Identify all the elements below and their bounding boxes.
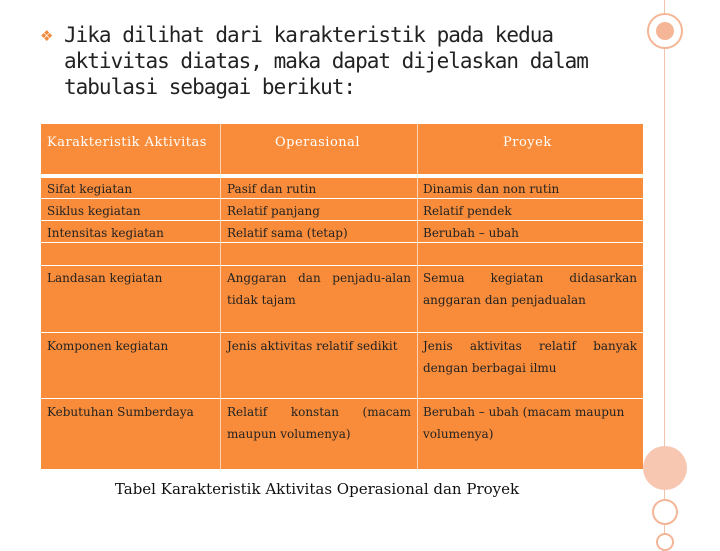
table-cell: Relatif sama (tetap) [227,226,348,240]
bullet-icon: ❖ [40,27,54,45]
row-rule [41,332,643,333]
intro-bullet [40,22,600,100]
table-cell: Berubah – ubah [423,226,519,240]
table-cell: Jenis aktivitas relatif sedikit [227,339,398,353]
decor-circle-filled [656,22,674,40]
table-cell: Relatif pendek [423,204,512,218]
decor-circle-large [643,446,687,490]
table-cell: Sifat kegiatan [47,182,133,196]
header-operasional: Operasional [275,135,361,150]
characteristics-table [41,124,643,469]
table-cell: Relatif konstan (macam maupun volumenya) [227,405,411,441]
header-proyek: Proyek [503,135,552,150]
table-cell: Anggaran dan penjadu-alan tidak tajam [227,271,411,307]
decor-circle-small [652,499,678,525]
table-cell: Intensitas kegiatan [47,226,164,240]
header-karakteristik: Karakteristik Aktivitas [47,135,207,150]
row-rule [41,398,643,399]
table-cell: Komponen kegiatan [47,339,169,353]
row-rule [41,265,643,266]
table-cell: Dinamis dan non rutin [423,182,560,196]
table-cell: Semua kegiatan didasarkan anggaran dan penjadualan [423,271,637,307]
table-cell: Siklus kegiatan [47,204,141,218]
table-cell: Jenis aktivitas relatif banyak dengan berbagai ilmu [423,339,637,375]
table-cell: Berubah – ubah (macam maupun volumenya) [423,405,625,441]
table-cell: Kebutuhan Sumberdaya [47,405,194,419]
intro-text: Jika dilihat dari karakteristik pada kedua aktivitas diatas, maka dapat dijelaskan dalam tabulasi sebagai berikut: [64,23,588,99]
table-cell: Landasan kegiatan [47,271,163,285]
table-cell: Pasif dan rutin [227,182,317,196]
table-cell: Relatif panjang [227,204,320,218]
table-caption: Tabel Karakteristik Aktivitas Operasional dan Proyek [114,480,520,498]
decor-circle-bottom [656,533,674,551]
